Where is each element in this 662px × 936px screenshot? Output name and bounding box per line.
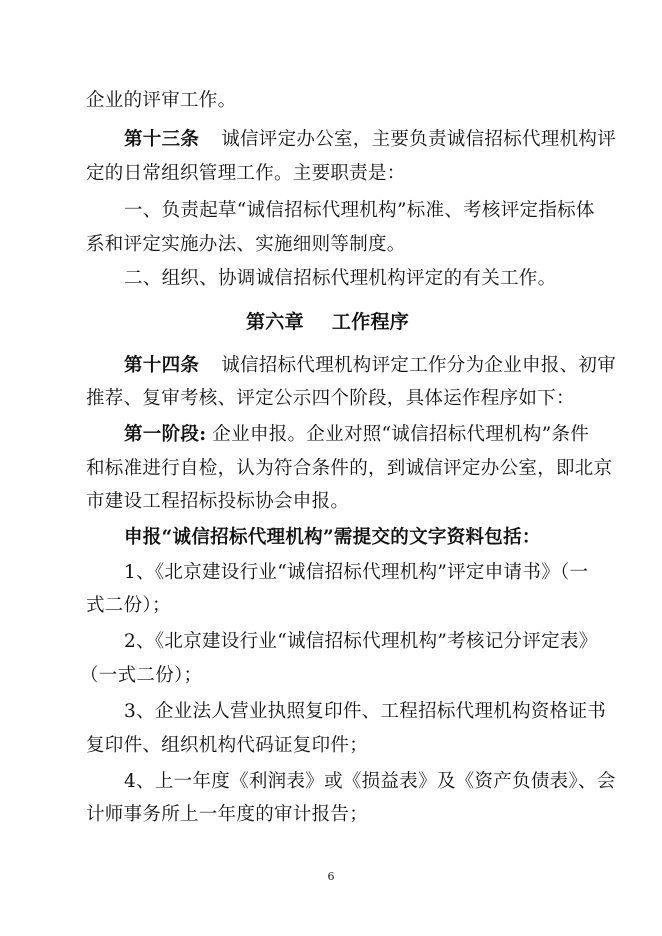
- page-number: 6: [327, 870, 335, 883]
- text-line: 定的日常组织管理工作。主要职责是：: [86, 163, 406, 184]
- stage-1-label: 第一阶段:: [124, 424, 207, 445]
- chapter-heading: [0, 310, 662, 334]
- list-item: 4、上一年度《利润表》或《损益表》及《资产负债表》、会: [124, 771, 616, 792]
- text-line: 市建设工程招标投标协会申报。: [86, 491, 350, 512]
- materials-heading: 申报“诚信招标代理机构”需提交的文字资料包括：: [124, 527, 541, 548]
- list-item: 3、企业法人营业执照复印件、工程招标代理机构资格证书: [124, 701, 607, 722]
- chapter-number: 第六章: [246, 311, 304, 333]
- stage-1-line: [0, 423, 662, 447]
- stage-1-text: 企业申报。企业对照“诚信招标代理机构”条件: [212, 424, 590, 445]
- list-item-continuation: 计师事务所上一年度的审计报告；: [86, 804, 369, 825]
- text-line: 一、负责起草“诚信招标代理机构”标准、考核评定指标体: [124, 200, 595, 221]
- list-item-continuation: （一式二份）；: [80, 665, 203, 686]
- article-13-label: 第十三条: [124, 129, 200, 150]
- text-line: 和标准进行自检，认为符合条件的，到诚信评定办公室，即北京: [86, 458, 613, 479]
- list-item-continuation: 复印件、组织机构代码证复印件；: [86, 735, 369, 756]
- chapter-title: 工作程序: [331, 311, 410, 333]
- list-item: 1、《北京建设行业“诚信招标代理机构”评定申请书》（一: [124, 562, 589, 583]
- article-13-text: 诚信评定办公室，主要负责诚信招标代理机构评: [221, 129, 617, 150]
- list-item: 2、《北京建设行业“诚信招标代理机构”考核记分评定表》: [124, 631, 598, 652]
- list-item-continuation: 式二份）；: [86, 595, 171, 616]
- article-14-text: 诚信招标代理机构评定工作分为企业申报、初审: [221, 355, 617, 376]
- article-13-line: [0, 128, 662, 152]
- text-line: 系和评定实施办法、实施细则等制度。: [86, 234, 406, 255]
- article-14-label: 第十四条: [124, 355, 200, 376]
- article-14-line: [0, 354, 662, 378]
- text-line: 企业的评审工作。: [86, 90, 237, 111]
- text-line: 二、组织、协调诚信招标代理机构评定的有关工作。: [124, 268, 557, 289]
- text-line: 推荐、复审考核、评定公示四个阶段，具体运作程序如下：: [86, 388, 575, 409]
